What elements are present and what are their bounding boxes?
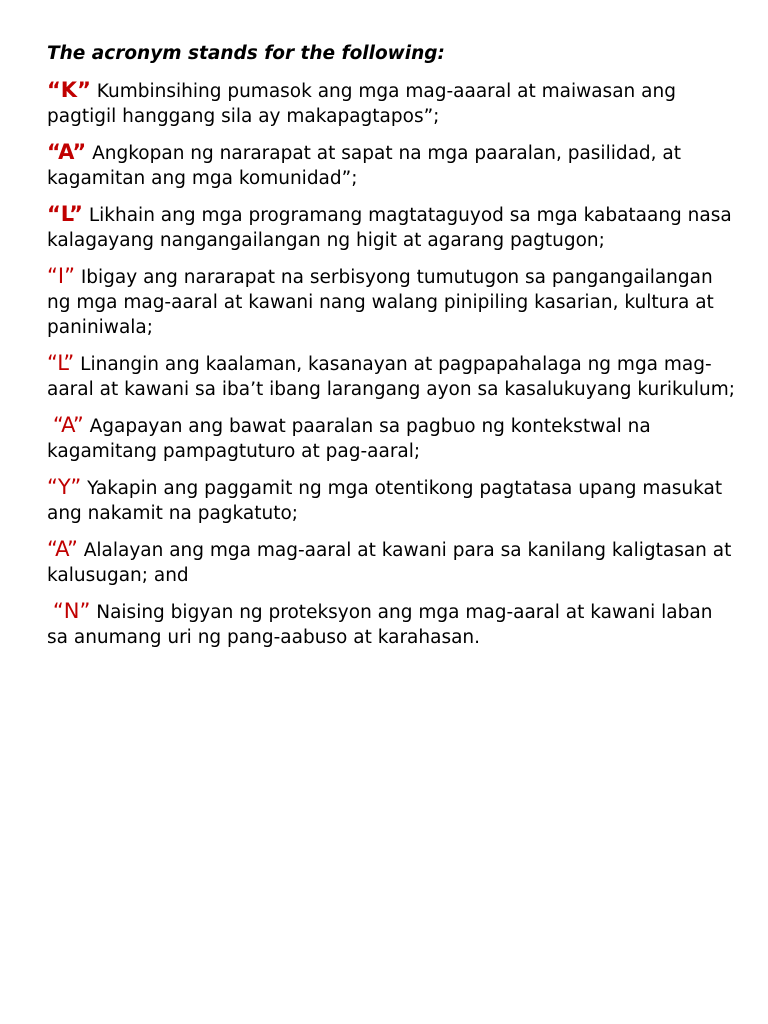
acronym-description: Alalayan ang mga mag-aaral at kawani para sa kanilang kaligtasan at kalusugan; and bbox=[47, 540, 732, 586]
document-heading: The acronym stands for the following: bbox=[47, 43, 445, 64]
acronym-description: Ibigay ang nararapat na serbisyong tumutugon sa pangangailangan ng mga mag-aaral at kawani nang walang pinipiling kasarian, kultura at paniniwala; bbox=[47, 267, 714, 338]
acronym-entry-a bbox=[47, 140, 737, 191]
acronym-entry-k bbox=[47, 78, 737, 129]
acronym-letter: “A” bbox=[47, 140, 87, 164]
acronym-description: Agapayan ang bawat paaralan sa pagbuo ng kontekstwal na kagamitang pampagtuturo at pag-aaral; bbox=[47, 416, 651, 462]
acronym-letter: “N” bbox=[52, 599, 91, 623]
acronym-entry-l-2 bbox=[47, 351, 737, 402]
acronym-letter: “A” bbox=[52, 413, 84, 437]
document-page bbox=[47, 42, 737, 661]
acronym-description: Yakapin ang paggamit ng mga otentikong pagtatasa upang masukat ang nakamit na pagkatuto; bbox=[47, 478, 723, 524]
acronym-description: Kumbinsihing pumasok ang mga mag-aaaral at maiwasan ang pagtigil hanggang sila ay makapagtapos”; bbox=[47, 81, 676, 127]
acronym-entry-a-3 bbox=[47, 537, 737, 588]
acronym-letter: “L” bbox=[47, 351, 75, 375]
acronym-entry-l bbox=[47, 202, 737, 253]
acronym-entry-y bbox=[47, 475, 737, 526]
acronym-letter: “A” bbox=[47, 537, 78, 561]
acronym-letter: “L” bbox=[47, 202, 83, 226]
acronym-description: Linangin ang kaalaman, kasanayan at pagpapahalaga ng mga mag-aaral at kawani sa iba’t ibang larangang ayon sa kasalukuyang kurikulum; bbox=[47, 354, 736, 400]
acronym-entry-i bbox=[47, 264, 737, 340]
acronym-entry-a-2 bbox=[47, 413, 737, 464]
acronym-description: Likhain ang mga programang magtataguyod sa mga kabataang nasa kalagayang nangangailangan ng higit at agarang pagtugon; bbox=[47, 205, 732, 251]
acronym-letter: “K” bbox=[47, 78, 91, 102]
acronym-letter: “Y” bbox=[47, 475, 82, 499]
acronym-letter: “I” bbox=[47, 264, 75, 288]
acronym-description: Angkopan ng nararapat at sapat na mga paaralan, pasilidad, at kagamitan ang mga komunidad”; bbox=[47, 143, 682, 189]
acronym-entry-n bbox=[47, 599, 737, 650]
acronym-description: Naising bigyan ng proteksyon ang mga mag-aaral at kawani laban sa anumang uri ng pang-aabuso at karahasan. bbox=[47, 602, 713, 648]
